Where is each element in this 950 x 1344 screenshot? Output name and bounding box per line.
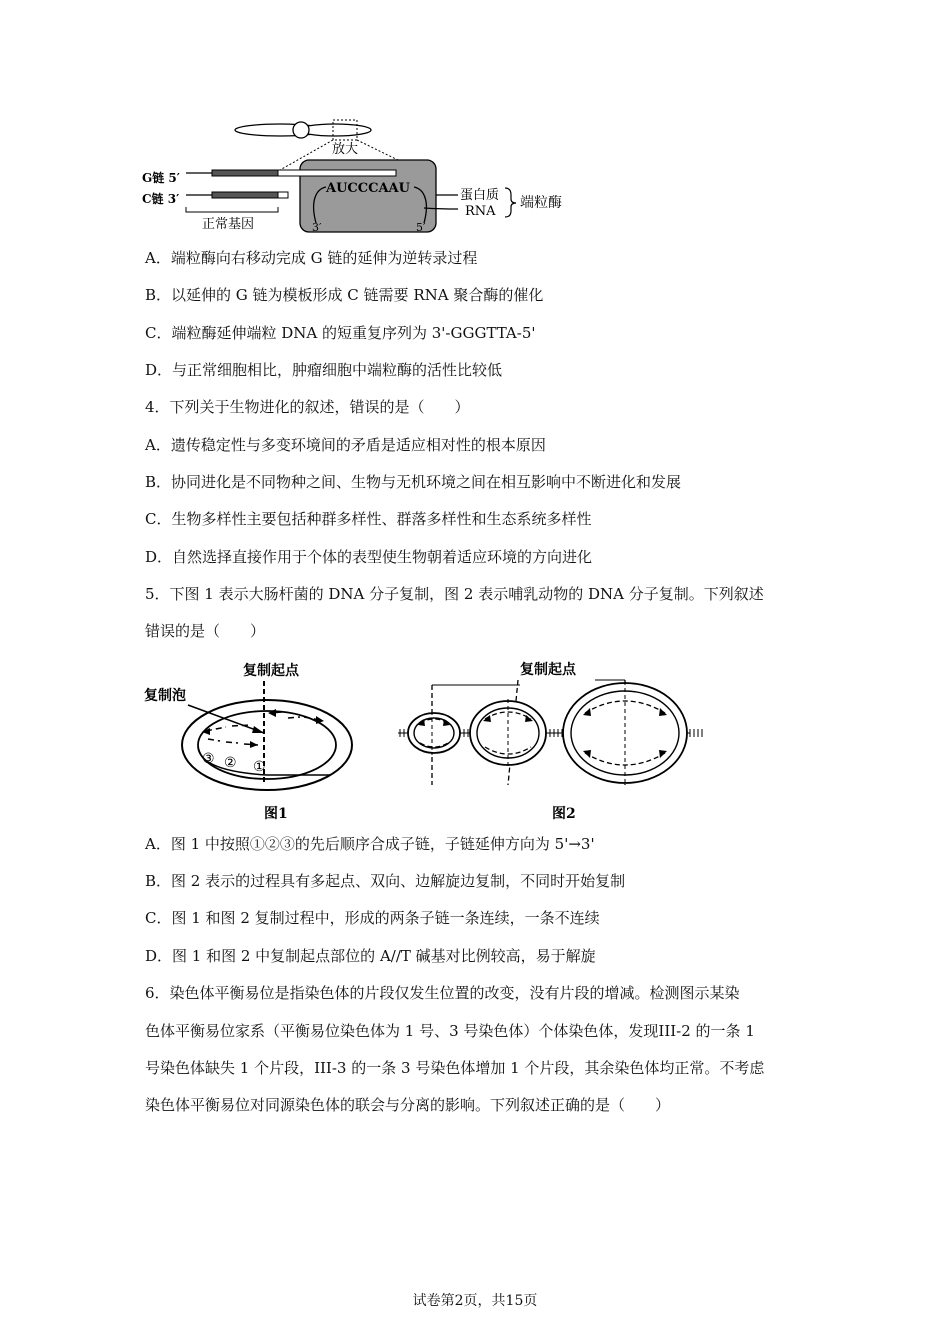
q4-option-d: D．自然选择直接作用于个体的表型使生物朝着适应环境的方向进化 (145, 548, 593, 566)
q5-stem-line2: 错误的是（ ） (145, 622, 266, 640)
q5-option-c: C．图 1 和图 2 复制过程中，形成的两条子链一条连续，一条不连续 (145, 909, 600, 927)
q5-option-a: A．图 1 中按照①②③的先后顺序合成子链，子链延伸方向为 5'→3' (145, 835, 595, 853)
fig1-bubble-label: 复制泡 (144, 688, 186, 704)
q3-option-b: B．以延伸的 G 链为模板形成 C 链需要 RNA 聚合酶的催化 (145, 286, 544, 304)
q3-option-d: D．与正常细胞相比，肿瘤细胞中端粒酶的活性比较低 (145, 361, 503, 379)
figure-2-mammal-replication (390, 655, 720, 825)
fig1-caption: 图1 (264, 806, 288, 822)
q4-option-b: B．协同进化是不同物种之间、生物与无机环境之间在相互影响中不断进化和发展 (145, 473, 682, 491)
c-chain-label: C链 3′ (142, 192, 180, 206)
fig1-number-1: ① (253, 759, 266, 775)
normal-gene-label: 正常基因 (202, 217, 255, 232)
fig2-origin-label: 复制起点 (520, 662, 576, 678)
q5-option-d: D．图 1 和图 2 中复制起点部位的 A//T 碱基对比例较高，易于解旋 (145, 947, 596, 965)
q4-stem: 4．下列关于生物进化的叙述，错误的是（ ） (145, 398, 470, 416)
figure-1-ecoli-replication (140, 655, 375, 825)
fig1-number-2: ② (224, 755, 237, 771)
fig1-number-3: ③ (202, 751, 215, 767)
page-footer: 试卷第2页，共15页 (412, 1293, 538, 1309)
q6-line-1: 6．染色体平衡易位是指染色体的片段仅发生位置的改变，没有片段的增减。检测图示某染 (145, 984, 740, 1002)
q6-line-2: 色体平衡易位家系（平衡易位染色体为 1 号、3 号染色体）个体染色体，发现III-2 的一条 1 (145, 1022, 755, 1040)
zoom-label: 放大 (332, 142, 359, 157)
q4-option-a: A．遗传稳定性与多变环境间的矛盾是适应相对性的根本原因 (145, 436, 546, 454)
q6-line-4: 染色体平衡易位对同源染色体的联会与分离的影响。下列叙述正确的是（ ） (145, 1096, 671, 1114)
q6-line-3: 号染色体缺失 1 个片段，III-3 的一条 3 号染色体增加 1 个片段，其余染色体均正常。不考虑 (145, 1059, 765, 1077)
q4-option-c: C．生物多样性主要包括种群多样性、群落多样性和生态系统多样性 (145, 510, 592, 528)
rna-sequence: AUCCCAAU (326, 181, 410, 196)
rna-end-5: 5′ (416, 221, 426, 234)
telomerase-label: 端粒酶 (520, 195, 562, 211)
g-chain-label: G链 5′ (142, 171, 180, 185)
fig1-origin-label: 复制起点 (243, 663, 299, 679)
q5-option-b: B．图 2 表示的过程具有多起点、双向、边解旋边复制，不同时开始复制 (145, 872, 626, 890)
telomerase-figure (140, 115, 580, 240)
rna-end-3: 3′ (312, 221, 322, 234)
protein-label: 蛋白质 (460, 188, 500, 203)
fig2-caption: 图2 (552, 806, 576, 822)
q5-stem-line1: 5．下图 1 表示大肠杆菌的 DNA 分子复制，图 2 表示哺乳动物的 DNA 分子复制。下列叙述 (145, 585, 764, 603)
rna-label: RNA (465, 204, 496, 219)
q3-option-c: C．端粒酶延伸端粒 DNA 的短重复序列为 3'-GGGTTA-5' (145, 324, 536, 342)
q3-option-a: A．端粒酶向右移动完成 G 链的延伸为逆转录过程 (145, 249, 478, 267)
